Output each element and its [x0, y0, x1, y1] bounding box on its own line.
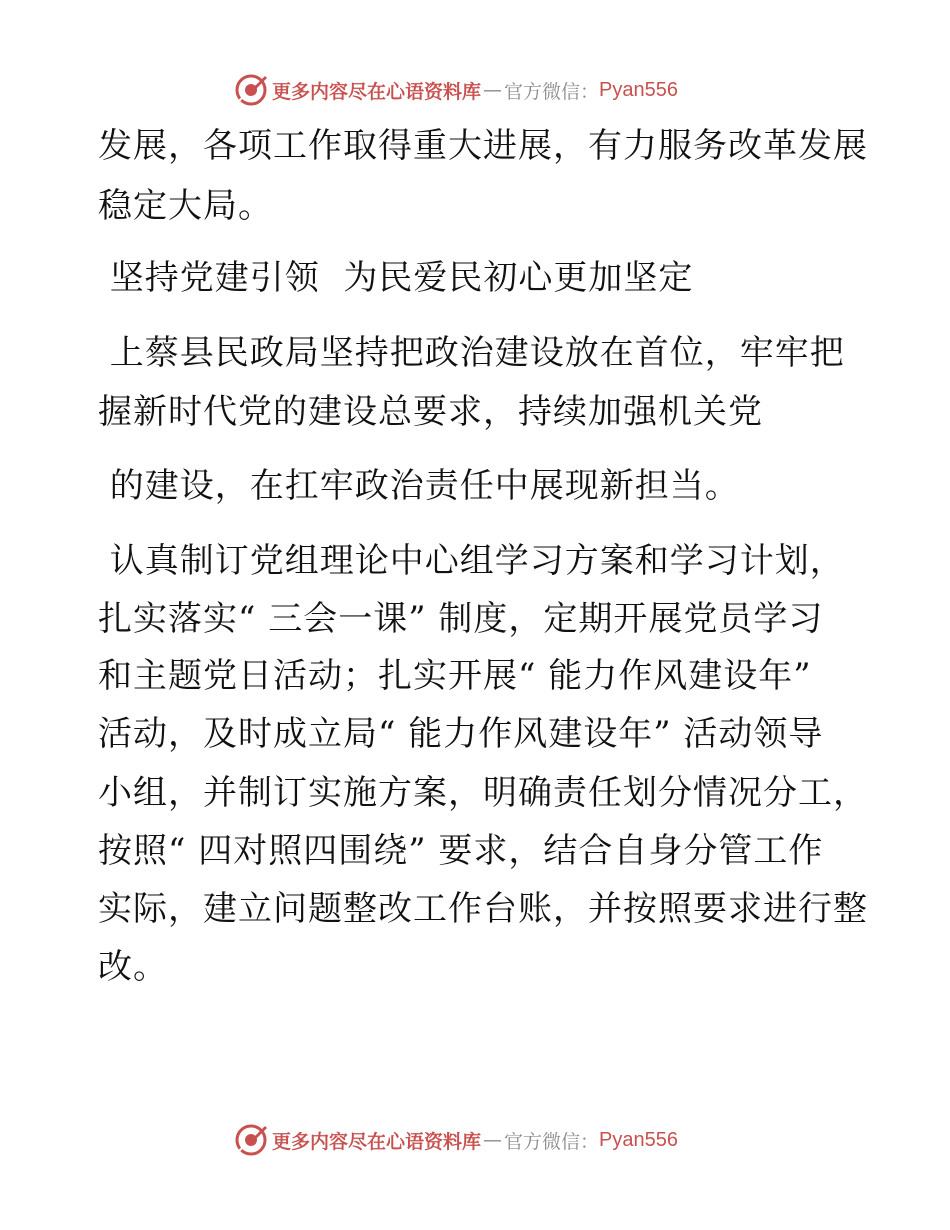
section-heading: 坚持党建引领 为民爱民初心更加坚定 [98, 258, 694, 298]
text-line: 稳定大局。 [98, 186, 273, 226]
header-watermark [234, 72, 678, 108]
pen-logo-icon [234, 1123, 268, 1157]
text-line: 上蔡县民政局坚持把政治建设放在首位，牢牢把 [98, 333, 845, 373]
text-line: 小组，并制订实施方案，明确责任划分情况分工， [98, 773, 868, 813]
text-line: 握新时代党的建设总要求，持续加强机关党 [98, 392, 763, 432]
footer-watermark [234, 1122, 678, 1158]
watermark-id: Pyan556 [599, 78, 678, 101]
watermark-label: 官方微信： [504, 80, 600, 103]
text-line: 改。 [98, 947, 168, 987]
pen-logo-icon [234, 73, 268, 107]
watermark-separator: — [483, 1129, 503, 1151]
watermark-text: 更多内容尽在心语资料库 [272, 80, 482, 103]
text-line: 认真制订党组理论中心组学习方案和学习计划， [98, 541, 845, 581]
text-line: 活动，及时成立局“ 能力作风建设年” 活动领导 [98, 714, 824, 754]
watermark-text: 更多内容尽在心语资料库 [272, 1130, 482, 1153]
watermark-label: 官方微信： [504, 1130, 600, 1153]
watermark-separator: — [483, 79, 503, 101]
text-line: 按照“ 四对照四围绕” 要求，结合自身分管工作 [98, 831, 824, 871]
watermark-id: Pyan556 [599, 1128, 678, 1151]
text-line: 发展，各项工作取得重大进展，有力服务改革发展 [98, 126, 868, 166]
text-line: 实际，建立问题整改工作台账，并按照要求进行整 [98, 889, 868, 929]
text-line: 扎实落实“ 三会一课” 制度，定期开展党员学习 [98, 599, 824, 639]
text-line: 和主题党日活动；扎实开展“ 能力作风建设年” [98, 656, 812, 696]
text-line: 的建设，在扛牢政治责任中展现新担当。 [98, 466, 740, 506]
